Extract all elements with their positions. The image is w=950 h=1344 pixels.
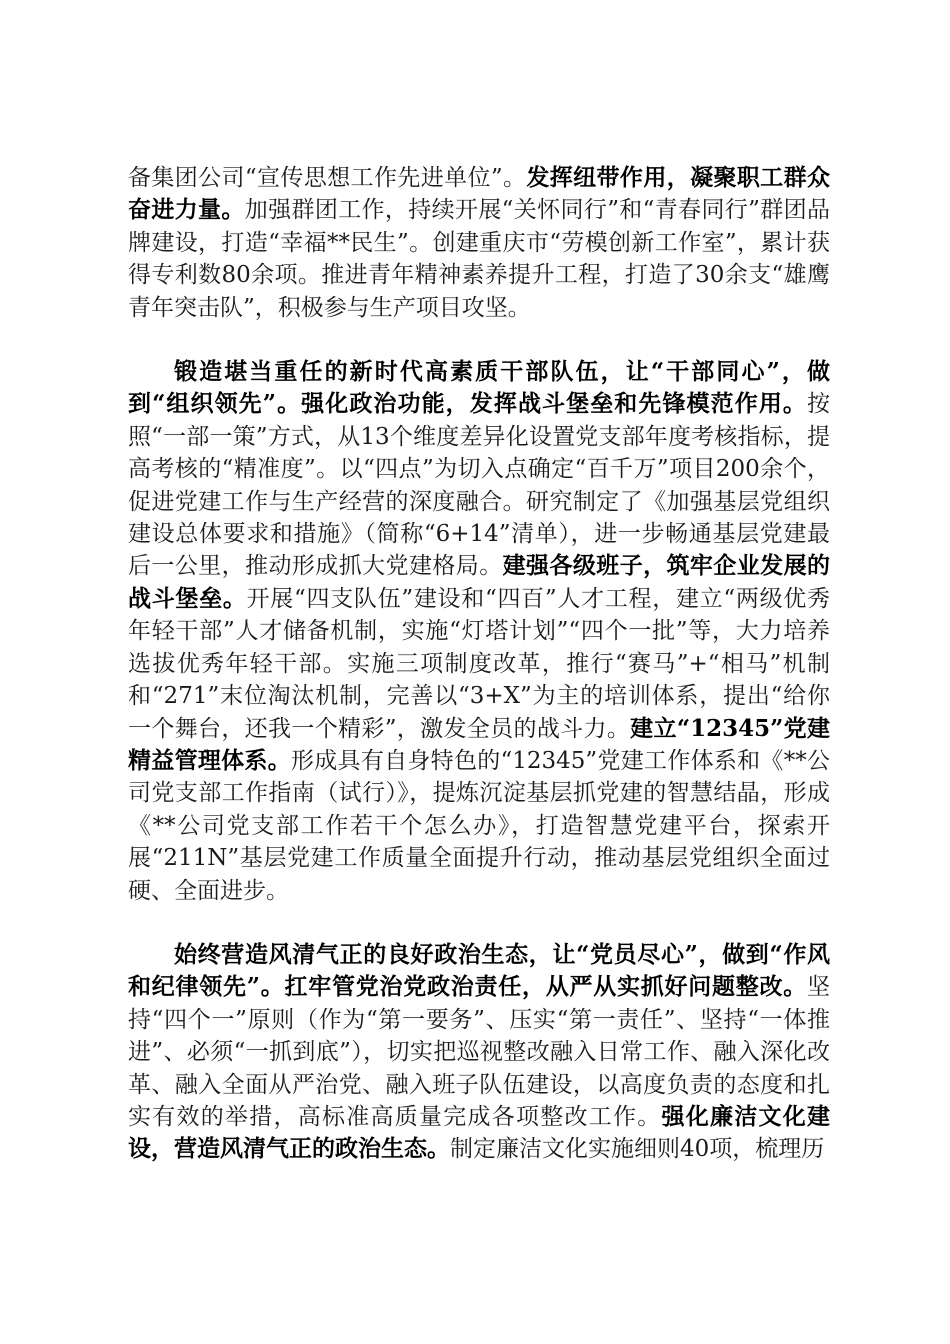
text-run: 开展“四支队伍”建设和“四百”人才工程，建立“两级优秀年轻干部”人才储备机制，实施“灯塔计划”“四个一批”等，大力培养选拔优秀年轻干部。实施三项制度改革，推行“赛马”+“相马”机制和“271”末位淘汰机制，完善以“3+X”为主的培训体系，提出“给你一个舞台，还我一个精彩”，激发全员的战斗力。 bbox=[128, 585, 831, 742]
text-run: 加强群团工作，持续开展“关怀同行”和“青春同行”群团品牌建设，打造“幸福**民生”。创建重庆市“劳模创新工作室”，累计获得专利数80余项。推进青年精神素养提升工程，打造了30余支“雄鹰青年突击队”，积极参与生产项目攻坚。 bbox=[128, 197, 831, 321]
text-run: 坚持“四个一”原则（作为“第一要务”、压实“第一责任”、坚持“一体推进”、必须“一抓到底”），切实把巡视整改融入日常工作、融入深化改革、融入全面从严治党、融入班子队伍建设，以高度负责的态度和扎实有效的举措，高标准高质量完成各项整改工作。 bbox=[128, 974, 830, 1130]
paragraph-3 bbox=[128, 939, 830, 1166]
document-page bbox=[128, 162, 830, 1166]
paragraph-2 bbox=[128, 356, 830, 907]
bold-heading-run: 始终营造风清气正的良好政治生态，让“党员尽心”，做到“作风和纪律领先”。扛牢管党治党政治责任，从严从实抓好问题整改。 bbox=[128, 940, 830, 1001]
text-run: 备集团公司“宣传思想工作先进单位”。 bbox=[128, 165, 527, 191]
bold-heading-run: 锻造堪当重任的新时代高素质干部队伍，让“干部同心”，做到“组织领先”。强化政治功能，发挥战斗堡垒和先锋模范作用。 bbox=[128, 358, 830, 418]
text-run: 形成具有自身特色的“12345”党建工作体系和《**公司党支部工作指南（试行）》，提炼沉淀基层抓党建的智慧结晶，形成《**公司党支部工作若干个怎么办》，打造智慧党建平台，探索开展“211N”基层党建工作质量全面提升行动，推动基层党组织全面过硬、全面进步。 bbox=[128, 747, 830, 904]
text-run: 制定廉洁文化实施细则40项，梳理历 bbox=[450, 1136, 825, 1163]
bold-heading-run: 发挥纽带作用，凝聚职工群众奋进力量。 bbox=[128, 164, 830, 224]
bold-heading-run: 建强各级班子，筑牢企业发展的战斗堡垒。 bbox=[128, 552, 831, 612]
bold-heading-run: 建立“12345”党建精益管理体系。 bbox=[128, 714, 830, 774]
text-run: 按照“一部一策”方式，从13个维度差异化设置党支部年度考核指标，提高考核的“精准度”。以“四点”为切入点确定“百千万”项目200余个，促进党建工作与生产经营的深度融合。研究制定了《加强基层党组织建设总体要求和措施》（简称“6+14”清单），进一步畅通基层党建最后一公里，推动形成抓大党建格局。 bbox=[128, 391, 830, 580]
bold-heading-run: 强化廉洁文化建设，营造风清气正的政治生态。 bbox=[128, 1102, 830, 1163]
paragraph-1 bbox=[128, 162, 830, 324]
